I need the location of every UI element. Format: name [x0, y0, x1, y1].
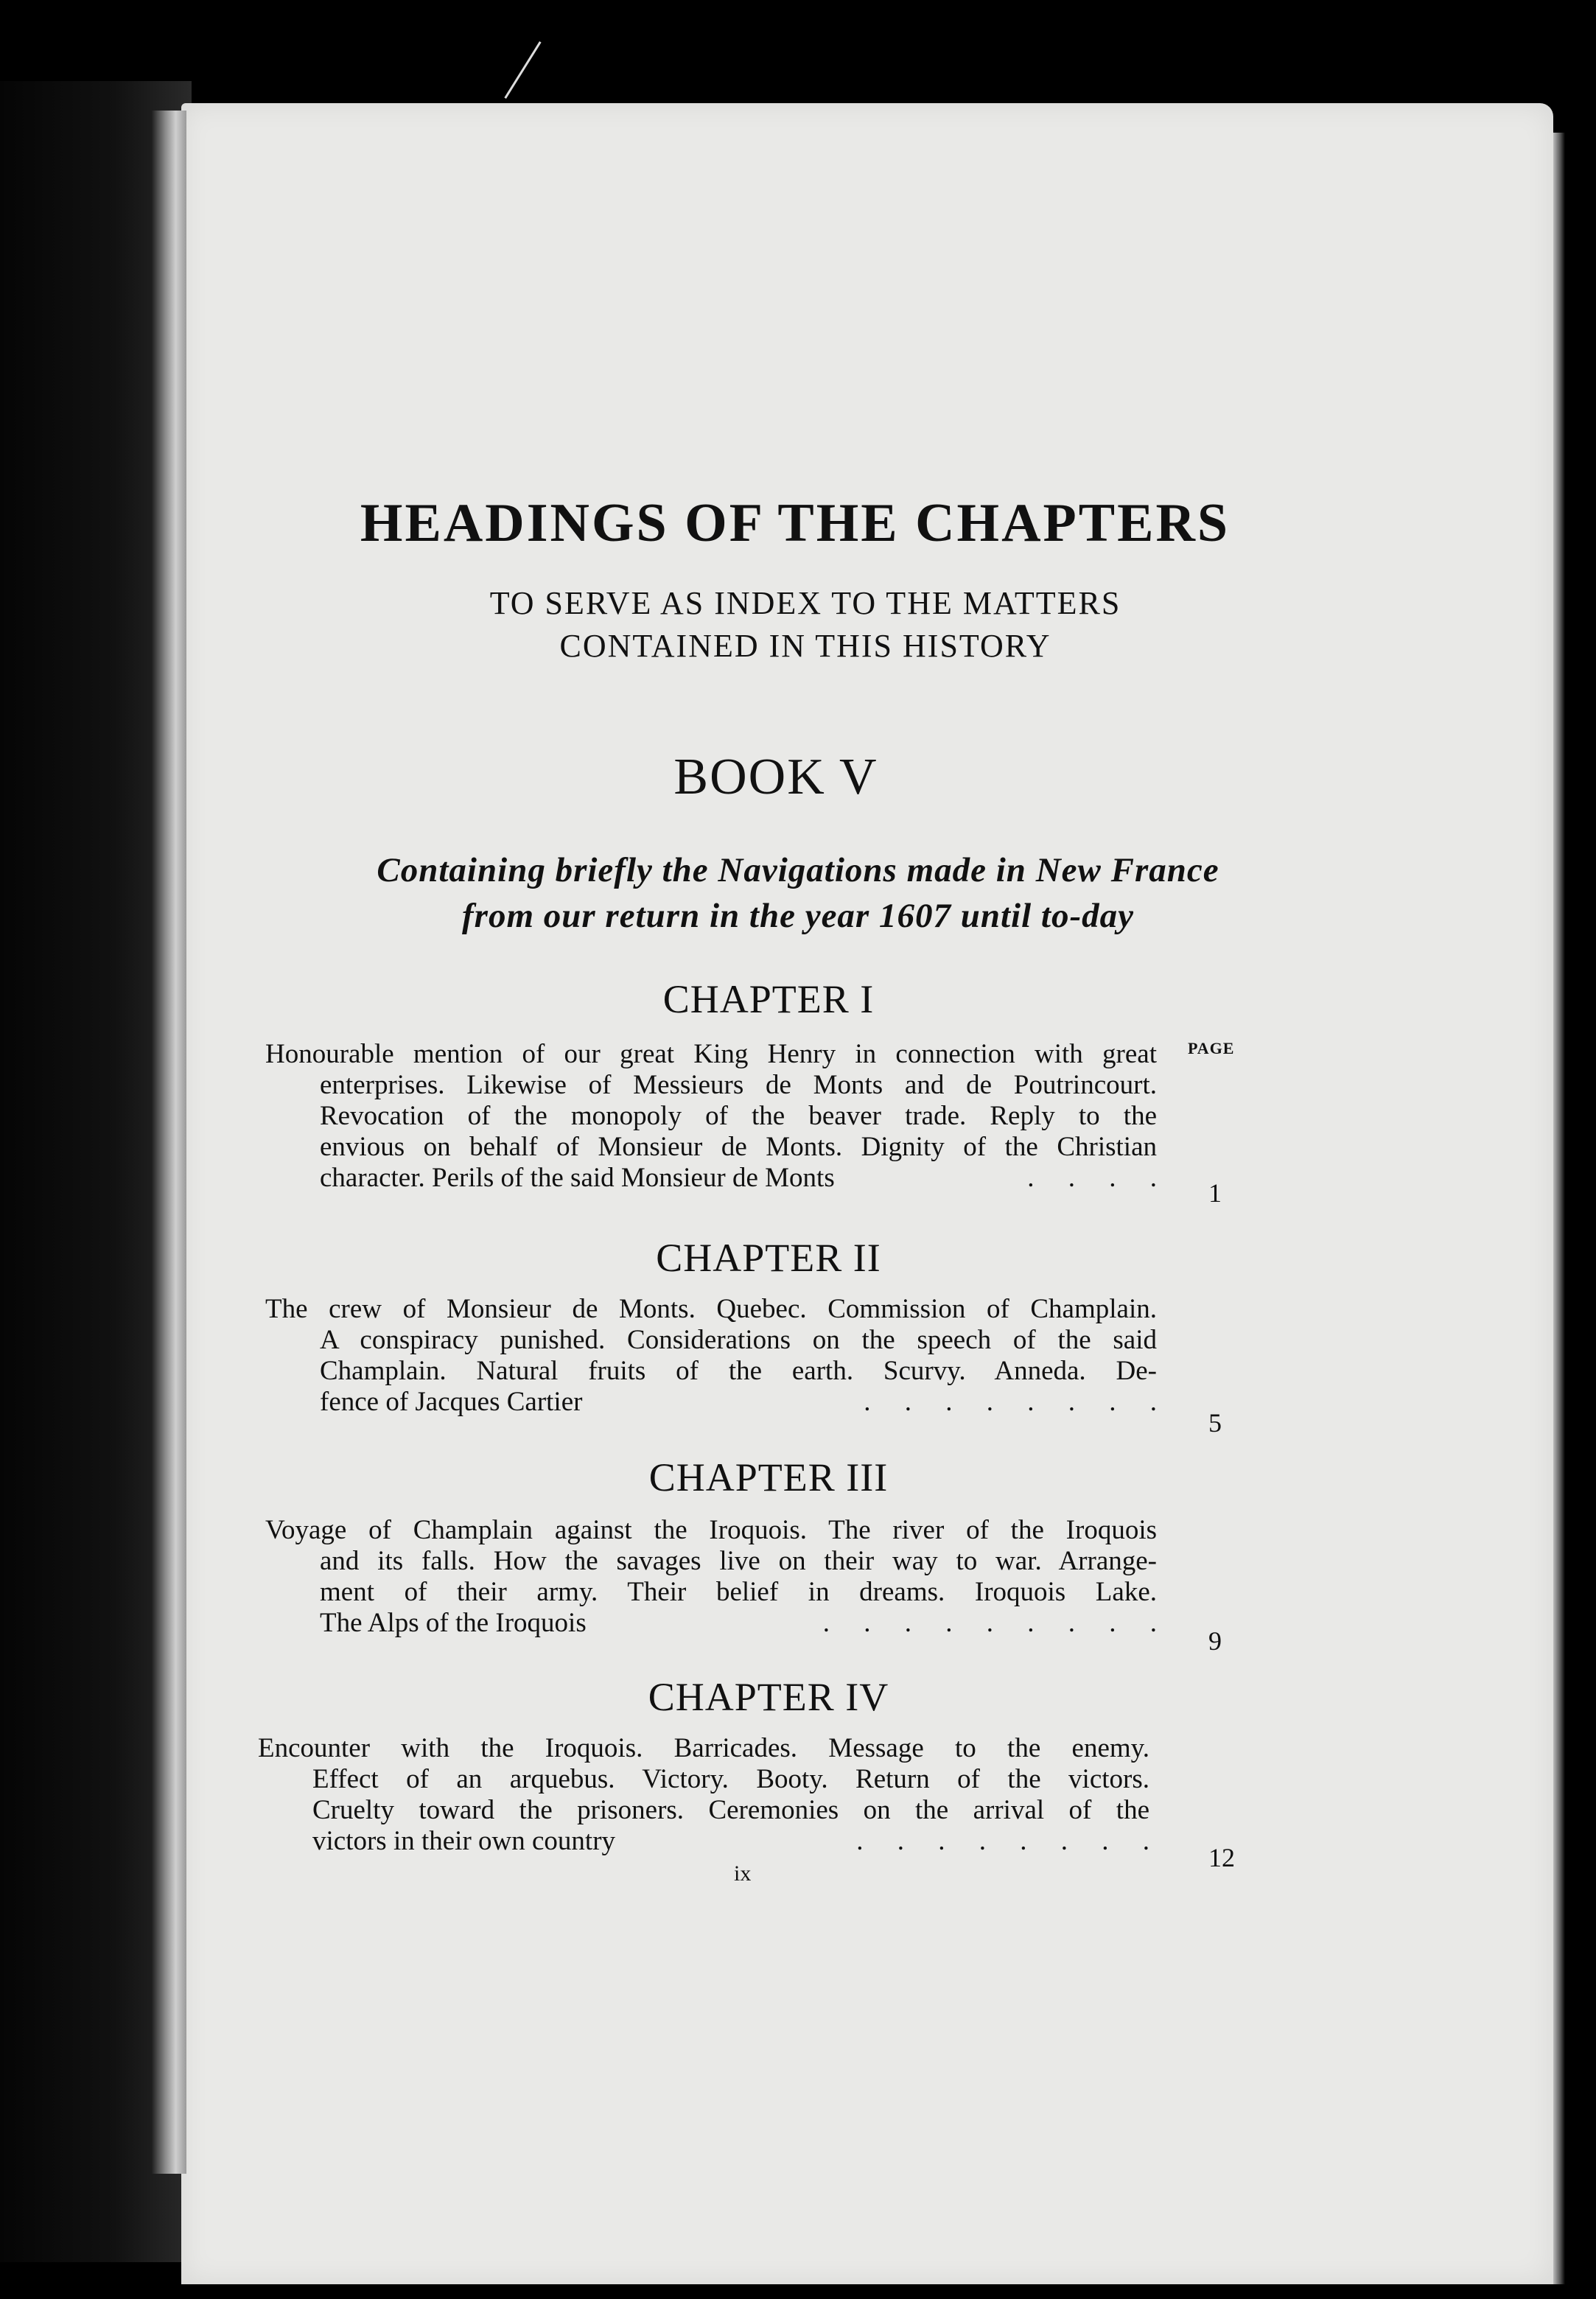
chapter-summary	[265, 1515, 1157, 1639]
chapter-summary	[258, 1733, 1149, 1857]
subtitle-line: TO SERVE AS INDEX TO THE MATTERS	[489, 585, 1121, 621]
subtitle-line: CONTAINED IN THIS HISTORY	[559, 628, 1051, 664]
dot-leader: . . . . . . . . .	[822, 1608, 1157, 1638]
page-folio: ix	[734, 1861, 752, 1886]
summary-line: Cruelty toward the prisoners. Ceremonies on the arrival of the	[312, 1795, 1149, 1825]
page-edge-right	[1553, 133, 1565, 2284]
page-number: 9	[1208, 1626, 1222, 1656]
chapter-heading: CHAPTER IV	[648, 1675, 889, 1719]
description-line: from our return in the year 1607 until to-day	[462, 897, 1134, 935]
summary-line: The crew of Monsieur de Monts. Quebec. Commission of Champlain.	[265, 1294, 1157, 1324]
summary-line: victors in their own country	[312, 1826, 616, 1856]
summary-line: and its falls. How the savages live on their way to war. Arrange-	[320, 1546, 1157, 1576]
summary-line: Voyage of Champlain against the Iroquois. The river of the Iroquois	[265, 1515, 1157, 1545]
chapter-heading: CHAPTER II	[656, 1236, 881, 1280]
summary-line: Effect of an arquebus. Victory. Booty. Return of the victors.	[312, 1764, 1149, 1794]
summary-line: Honourable mention of our great King Henry in connection with great	[265, 1039, 1157, 1069]
summary-line: A conspiracy punished. Considerations on the speech of the said	[320, 1325, 1157, 1355]
dot-leader: . . . .	[1027, 1163, 1157, 1193]
summary-line: The Alps of the Iroquois	[320, 1608, 587, 1638]
book-page	[181, 103, 1553, 2284]
description-line: Containing briefly the Navigations made in New France	[377, 851, 1219, 889]
page-number: 12	[1208, 1843, 1235, 1872]
scan-mark	[504, 41, 541, 99]
page-subtitle	[7, 582, 1596, 668]
chapter-heading: CHAPTER III	[648, 1455, 889, 1500]
summary-line: enterprises. Likewise of Messieurs de Monts and de Poutrincourt.	[320, 1070, 1157, 1100]
book-heading: BOOK V	[673, 749, 878, 805]
summary-line: ment of their army. Their belief in dreams. Iroquois Lake.	[320, 1577, 1157, 1607]
book-spine	[151, 111, 186, 2174]
summary-line: character. Perils of the said Monsieur de Monts	[320, 1163, 835, 1193]
summary-line: Revocation of the monopoly of the beaver trade. Reply to the	[320, 1101, 1157, 1131]
summary-line: envious on behalf of Monsieur de Monts. Dignity of the Christian	[320, 1132, 1157, 1162]
chapter-summary	[265, 1294, 1157, 1418]
chapter-heading: CHAPTER I	[662, 977, 875, 1021]
chapter-summary	[265, 1039, 1157, 1194]
page-number: 1	[1208, 1178, 1222, 1208]
summary-line: fence of Jacques Cartier	[320, 1387, 583, 1417]
summary-line: Champlain. Natural fruits of the earth. Scurvy. Anneda. De-	[320, 1356, 1157, 1386]
page-number: 5	[1208, 1408, 1222, 1438]
summary-line: Encounter with the Iroquois. Barricades. Message to the enemy.	[258, 1733, 1149, 1763]
dot-leader: . . . . . . . .	[856, 1826, 1149, 1856]
dot-leader: . . . . . . . .	[864, 1387, 1157, 1417]
page-title: HEADINGS OF THE CHAPTERS	[360, 493, 1231, 553]
book-description	[0, 847, 1596, 939]
page-column-label: PAGE	[1188, 1039, 1235, 1057]
